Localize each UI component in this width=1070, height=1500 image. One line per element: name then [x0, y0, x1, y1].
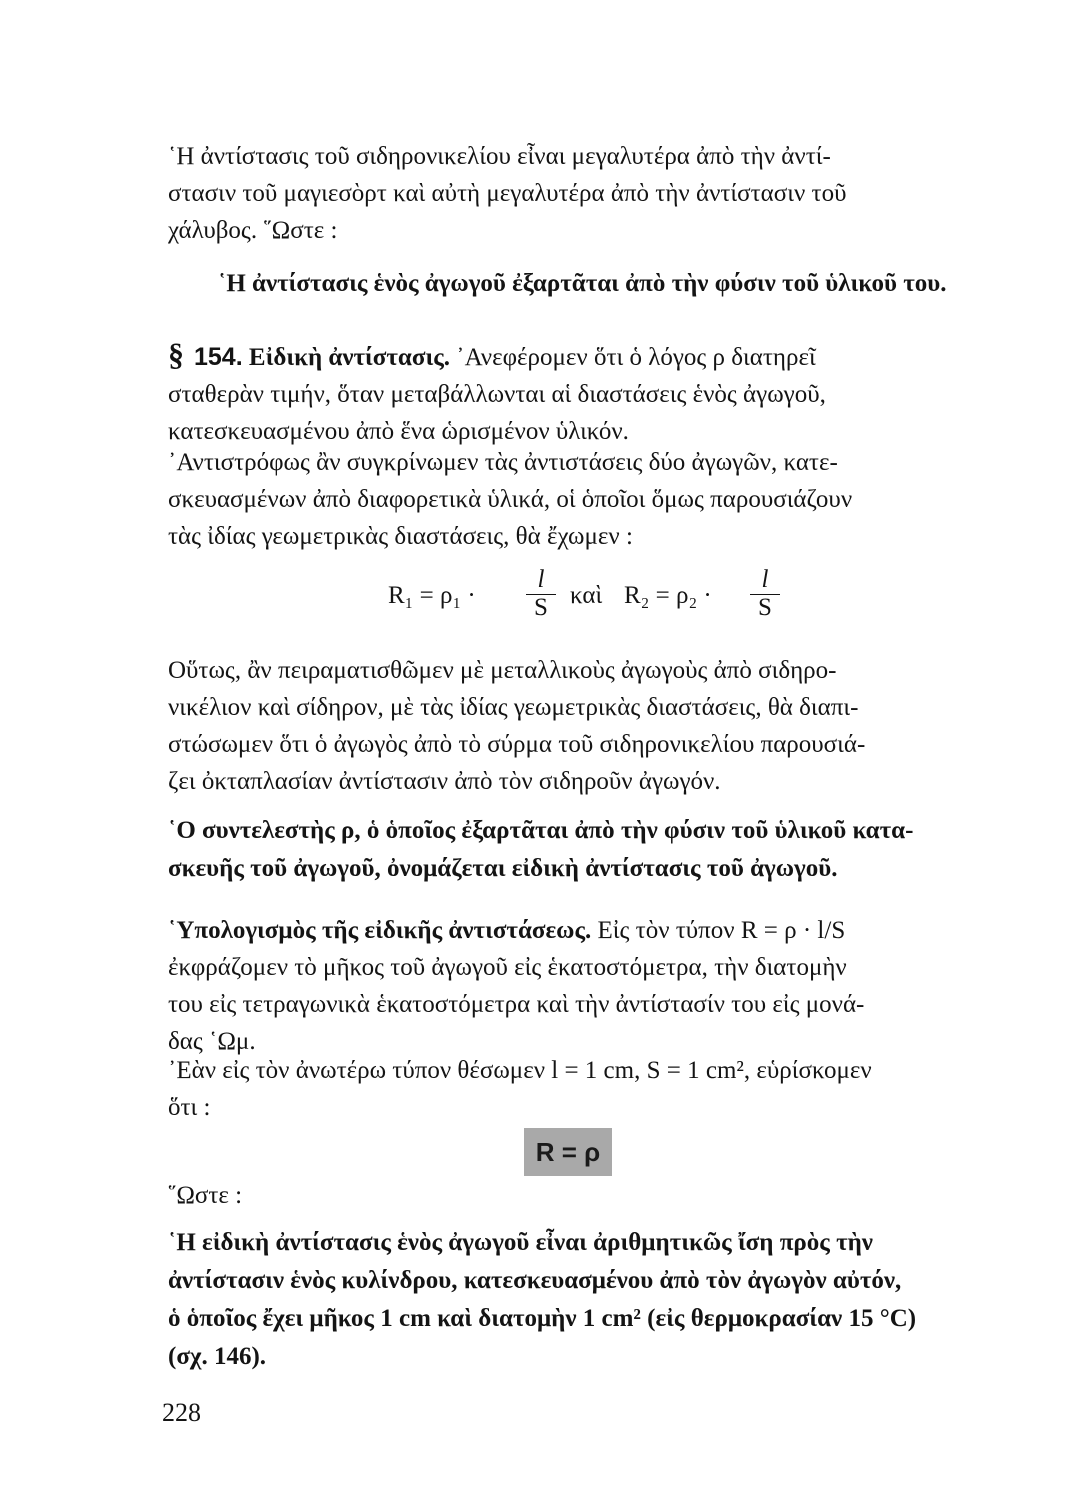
text-line: κατεσκευασμένου ἀπὸ ἕνα ὡρισμένον ὑλικόν. [168, 418, 629, 445]
text-line: νικέλιον καὶ σίδηρον, μὲ τὰς ἰδίας γεωμετρικὰς διαστάσεις, θὰ διαπι- [168, 694, 859, 721]
paragraph-experiment [168, 652, 1013, 800]
formula-connector: καὶ [570, 582, 603, 609]
section-intro-text: ᾿Ανεφέρομεν ὅτι ὁ λόγος ρ διατηρεῖ [456, 344, 816, 371]
text-line: ῾Ο συντελεστὴς ρ, ὁ ὁποῖος ἐξαρτᾶται ἀπὸ τὴν φύσιν τοῦ ὑλικοῦ κατα- [168, 817, 914, 844]
text-line: Οὕτως, ἂν πειραματισθῶμεν μὲ μεταλλικοὺς ἀγωγοὺς ἀπὸ σιδηρο- [168, 657, 837, 684]
result-formula-box: R = ρ [524, 1128, 612, 1176]
statement-material-dependence: ῾Η ἀντίστασις ἑνὸς ἀγωγοῦ ἐξαρτᾶται ἀπὸ τὴν φύσιν τοῦ ὑλικοῦ του. [218, 270, 947, 297]
text-line: ῾Η εἰδικὴ ἀντίστασις ἑνὸς ἀγωγοῦ εἶναι ἀριθμητικῶς ἴση πρὸς τὴν [168, 1229, 873, 1256]
fraction-denominator: S [534, 594, 548, 621]
formula-lhs-2: R₂ = ρ₂ · [624, 582, 712, 609]
fraction-numerator: l [537, 566, 545, 593]
section-title: Εἰδικὴ ἀντίστασις. [248, 344, 451, 371]
text-line: ὅτι : [168, 1094, 211, 1121]
text-line: ἐκφράζομεν τὸ μῆκος τοῦ ἀγωγοῦ εἰς ἑκατοστόμετρα, τὴν διατομὴν [168, 954, 847, 981]
paragraph-substitution [168, 1052, 1013, 1126]
section-154 [168, 336, 1013, 450]
text-line: (σχ. 146). [168, 1343, 267, 1370]
text-line: στασιν τοῦ μαγιεσὸρτ καὶ αὐτὴ μεγαλυτέρα ἀπὸ τὴν ἀντίστασιν τοῦ [168, 180, 847, 207]
calculation-intro-text: Εἰς τὸν τύπον R = ρ · l/S [597, 917, 846, 944]
calculation-title: ῾Υπολογισμὸς τῆς εἰδικῆς ἀντιστάσεως. [168, 917, 592, 944]
text-line: δας ῾Ωμ. [168, 1028, 256, 1055]
paragraph-inverse-comparison [168, 444, 1013, 555]
text-line: ᾿Αντιστρόφως ἂν συγκρίνωμεν τὰς ἀντιστάσεις δύο ἀγωγῶν, κατε- [168, 449, 838, 476]
section-heading-line [168, 336, 1013, 376]
text-line: ζει ὀκταπλασίαν ἀντίστασιν ἀπὸ τὸν σιδηροῦν ἀγωγόν. [168, 768, 721, 795]
text-line: ῾Η ἀντίστασις τοῦ σιδηρονικελίου εἶναι μεγαλυτέρα ἀπὸ τὴν ἀντί- [168, 143, 831, 170]
fraction-numerator: l [761, 566, 769, 593]
text-line: χάλυβος. ῞Ωστε : [168, 217, 338, 244]
fraction-l-over-s-2 [750, 568, 780, 621]
page-number: 228 [162, 1398, 201, 1427]
statement-specific-resistance-definition [168, 812, 1018, 888]
fraction-denominator: S [758, 594, 772, 621]
formula-lhs-1: R₁ = ρ₁ · [388, 582, 476, 609]
text-line: σκευασμένων ἀπὸ διαφορετικὰ ὑλικά, οἱ ὁποῖοι ὅμως παρουσιάζουν [168, 486, 853, 513]
text-line: στώσωμεν ὅτι ὁ ἀγωγὸς ἀπὸ τὸ σύρμα τοῦ σιδηρονικελίου παρουσιά- [168, 731, 866, 758]
text-line: του εἰς τετραγωνικὰ ἑκατοστόμετρα καὶ τὴν ἀντίστασίν του εἰς μονά- [168, 991, 865, 1018]
fraction-l-over-s-1 [526, 568, 556, 621]
statement-specific-resistance-numeric [168, 1224, 1018, 1376]
text-line: σκευῆς τοῦ ἀγωγοῦ, ὀνομάζεται εἰδικὴ ἀντίστασις τοῦ ἀγωγοῦ. [168, 855, 838, 882]
conclusion-label: ῞Ωστε : [168, 1182, 243, 1209]
resistance-formula [388, 568, 808, 628]
text-line: σταθερὰν τιμήν, ὅταν μεταβάλλωνται αἱ διαστάσεις ἑνὸς ἀγωγοῦ, [168, 381, 826, 408]
section-number: 154. [194, 343, 243, 371]
text-line: ᾿Εὰν εἰς τὸν ἀνωτέρω τύπον θέσωμεν l = 1 cm, S = 1 cm², εὑρίσκομεν [168, 1057, 872, 1084]
paragraph-resistance-comparison [168, 138, 1008, 249]
calculation-heading-line [168, 912, 1013, 949]
paragraph-calculation [168, 912, 1013, 1060]
text-line: τὰς ἰδίας γεωμετρικὰς διαστάσεις, θὰ ἔχωμεν : [168, 523, 633, 550]
text-line: ἀντίστασιν ἑνὸς κυλίνδρου, κατεσκευασμένου ἀπὸ τὸν ἀγωγὸν αὐτόν, [168, 1267, 902, 1294]
section-symbol: § [168, 336, 184, 372]
text-line: ὁ ὁποῖος ἔχει μῆκος 1 cm καὶ διατομὴν 1 cm² (εἰς θερμοκρασίαν 15 °C) [168, 1305, 917, 1332]
